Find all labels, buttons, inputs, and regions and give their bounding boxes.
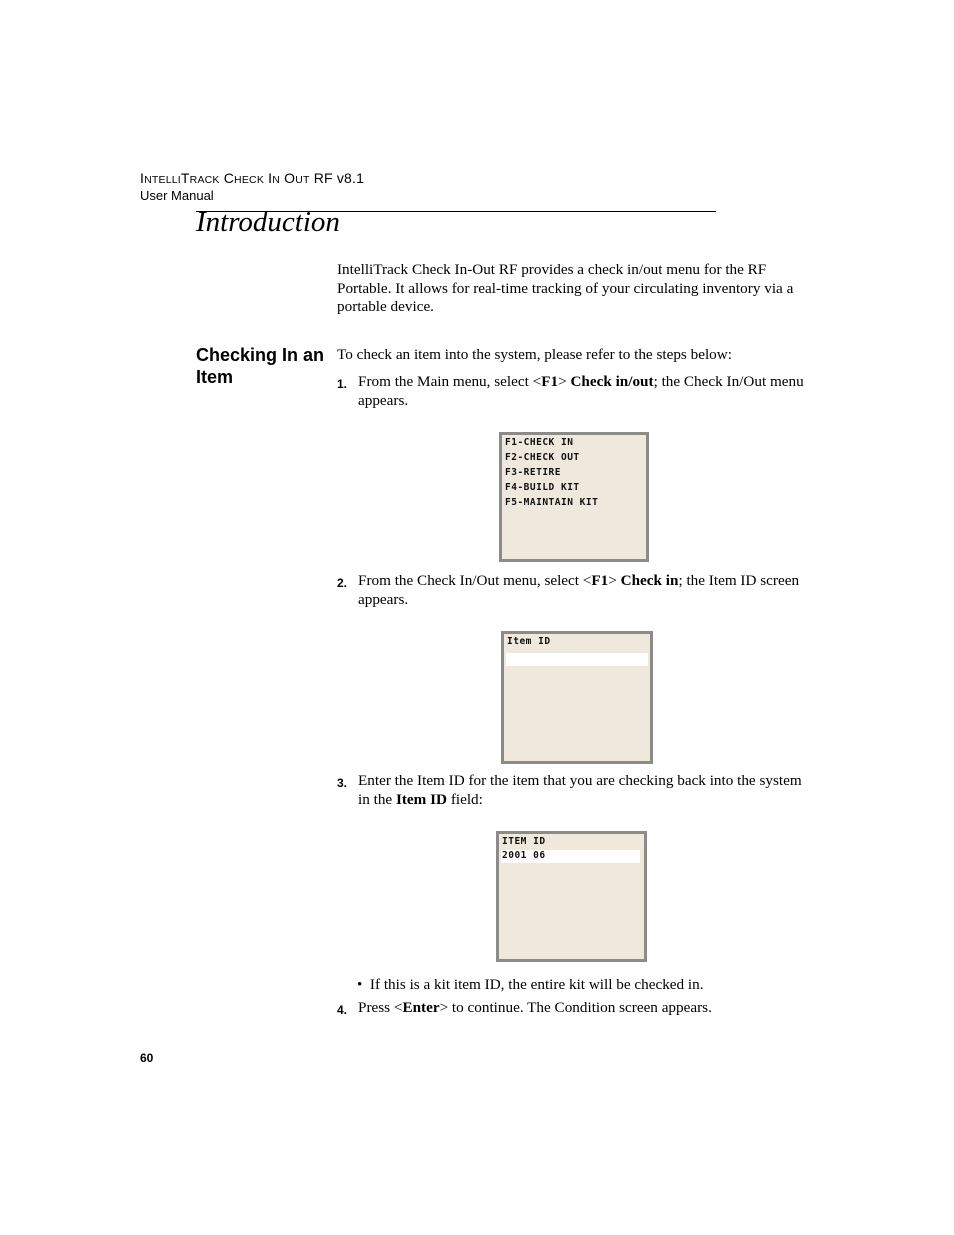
- menu-item-check-out: F2-CHECK OUT: [505, 452, 580, 463]
- step-key: F1: [541, 373, 559, 390]
- item-id-label: Item ID: [507, 636, 551, 647]
- header-title-part: RF v8.1: [313, 170, 365, 186]
- step-text-part: From the Main menu, select <: [358, 373, 542, 390]
- page-number: 60: [140, 1051, 154, 1065]
- item-id-input-field: [506, 653, 648, 666]
- header-title-part: UT: [295, 174, 310, 186]
- running-header-subtitle: User Manual: [140, 188, 214, 203]
- rf-item-id-screen-filled: [496, 831, 647, 962]
- step-text: [358, 772, 816, 809]
- step-bold: Item ID: [395, 790, 448, 808]
- header-title-part: HECK: [234, 174, 265, 186]
- running-header-title: [140, 170, 364, 186]
- step-text: [358, 572, 816, 609]
- step-text: [358, 373, 816, 410]
- step-bold: Enter: [402, 999, 440, 1016]
- step-text-part: >: [558, 373, 571, 390]
- header-title-part: N: [272, 174, 281, 186]
- subsection-title: Checking In an Item: [196, 345, 325, 387]
- step-number: 3.: [337, 776, 348, 790]
- step-text-part: Enter the Item ID for the item that you are checking back into the system in the: [358, 772, 802, 808]
- rf-item-id-screen-empty: [501, 631, 653, 764]
- step-text-part: field:: [447, 790, 483, 808]
- step-text: [358, 999, 816, 1018]
- step-key: F1: [591, 572, 609, 589]
- bullet-item: [357, 976, 704, 995]
- rf-menu-screen: [499, 432, 649, 562]
- menu-item-build-kit: F4-BUILD KIT: [505, 482, 580, 493]
- step-text-part: ; the Item ID screen appears.: [358, 572, 800, 608]
- step-bold: Check in: [620, 572, 679, 589]
- item-id-input-field: [501, 850, 640, 863]
- header-title-part: I: [268, 170, 273, 186]
- menu-item-retire: F3-RETIRE: [505, 467, 561, 478]
- step-number: 4.: [337, 1003, 348, 1017]
- header-title-part: T: [180, 170, 190, 186]
- bullet-mark: •: [357, 976, 363, 993]
- step-text-part: Press <: [358, 999, 403, 1016]
- subsection-lead: To check an item into the system, please refer to the steps below:: [337, 346, 732, 363]
- bullet-text: If this is a kit item ID, the entire kit will be checked in.: [369, 976, 704, 993]
- step-text-part: From the Check In/Out menu, select <: [358, 572, 592, 589]
- header-title-part: I: [140, 170, 145, 186]
- intro-paragraph: IntelliTrack Check In-Out RF provides a check in/out menu for the RF Portable. It allows for real-time tracking of your circulating inventory via a portable device.: [337, 261, 794, 315]
- step-text-part: ; the Check In/Out menu appears.: [358, 373, 804, 409]
- header-title-part: RACK: [189, 174, 220, 186]
- step-text-part: > to continue. The Condition screen appears.: [439, 999, 712, 1016]
- header-title-part: NTELLI: [144, 174, 181, 186]
- item-id-value: 2001 06: [502, 850, 546, 861]
- step-bold: Check in/out: [570, 373, 654, 390]
- step-number: 2.: [337, 576, 348, 590]
- header-title-part: C: [223, 170, 235, 186]
- menu-item-check-in: F1-CHECK IN: [505, 437, 574, 448]
- menu-item-maintain-kit: F5-MAINTAIN KIT: [505, 497, 599, 508]
- section-title: Introduction: [196, 206, 340, 238]
- step-text-part: >: [608, 572, 621, 589]
- header-title-part: O: [284, 170, 296, 186]
- step-number: 1.: [337, 377, 348, 391]
- item-id-label: ITEM ID: [502, 836, 546, 847]
